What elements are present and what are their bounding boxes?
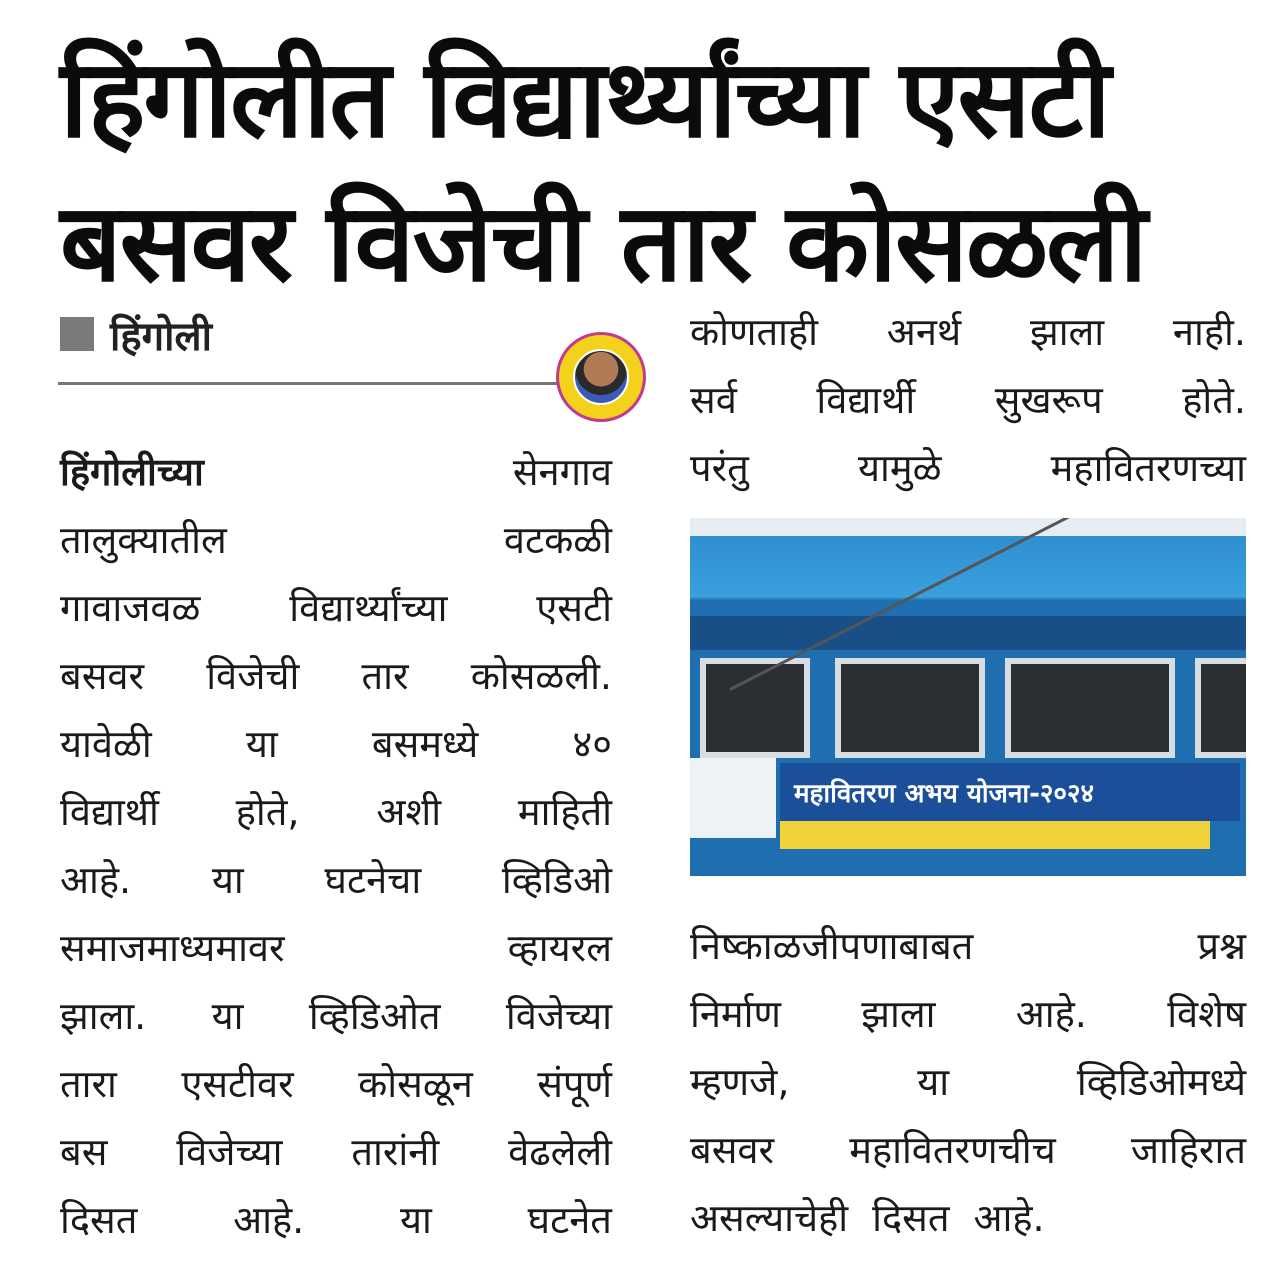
word: समाजमाध्यमावर	[60, 926, 285, 970]
word: व्हिडिओ	[501, 858, 612, 902]
text-line	[690, 298, 1246, 366]
word: विद्यार्थ्यांच्या	[289, 586, 448, 630]
word: प्रश्न	[1197, 924, 1246, 968]
word: होते.	[1182, 378, 1246, 422]
word: सेनगाव	[512, 450, 612, 494]
word: घटनेचा	[324, 858, 422, 902]
text-line	[60, 846, 612, 914]
text-line	[690, 912, 1246, 980]
word: आहे.	[1015, 992, 1087, 1036]
dateline-rule	[58, 382, 614, 385]
word: विद्यार्थी	[60, 790, 159, 834]
text-line	[60, 914, 612, 982]
text-line	[690, 1184, 1246, 1252]
word: झाला	[1029, 310, 1105, 354]
word: झाला	[861, 992, 936, 1036]
word: तार	[361, 654, 409, 698]
word: विशेष	[1167, 992, 1246, 1036]
text-line	[60, 1186, 612, 1254]
word: अशी	[376, 790, 442, 834]
text-line	[60, 710, 612, 778]
word: संपूर्ण	[537, 1062, 612, 1106]
bus-window	[1005, 658, 1175, 758]
word: या	[211, 994, 244, 1038]
word: सर्व	[690, 378, 737, 422]
word: असल्याचेही	[690, 1196, 849, 1240]
word: परंतु	[690, 446, 749, 490]
word: नाही.	[1172, 310, 1246, 354]
right-column-top	[690, 298, 1246, 502]
bus-yellow-strip	[780, 821, 1210, 849]
left-column	[60, 438, 612, 1254]
word: आहे.	[973, 1196, 1045, 1240]
text-line	[60, 438, 612, 506]
word: व्हायरल	[507, 926, 612, 970]
word: दिसत	[60, 1198, 138, 1242]
word: महावितरणच्या	[1050, 446, 1246, 490]
text-line	[60, 506, 612, 574]
author-badge-avatar	[556, 332, 646, 422]
right-column-bottom	[690, 912, 1246, 1252]
word: बस	[60, 1130, 108, 1174]
word: या	[399, 1198, 432, 1242]
word: यामुळे	[857, 446, 942, 490]
bus-window	[835, 658, 985, 758]
word: व्हिडिओमध्ये	[1076, 1060, 1246, 1104]
word: म्हणजे,	[690, 1060, 790, 1104]
text-line	[690, 366, 1246, 434]
word: झाला.	[60, 994, 147, 1038]
word: महावितरणचीच	[849, 1128, 1056, 1172]
bus-advert-board: महावितरण अभय योजना-२०२४	[780, 763, 1240, 821]
word: कोसळली.	[470, 654, 612, 698]
word: तारांनी	[351, 1130, 440, 1174]
text-line	[60, 574, 612, 642]
word: वेढलेली	[508, 1130, 612, 1174]
word: अनर्थ	[886, 310, 962, 354]
word: निष्काळजीपणाबाबत	[690, 924, 974, 968]
word: तारा	[60, 1062, 117, 1106]
word: या	[917, 1060, 950, 1104]
word: या	[245, 722, 278, 766]
dateline-place: हिंगोली	[110, 313, 212, 360]
word: दिसत	[872, 1196, 950, 1240]
word: कोसळून	[358, 1062, 473, 1106]
text-line	[690, 434, 1246, 502]
word: माहिती	[517, 790, 612, 834]
word: एसटी	[536, 586, 612, 630]
word: घटनेत	[527, 1198, 612, 1242]
text-line	[690, 1048, 1246, 1116]
word: विजेची	[206, 654, 300, 698]
bus-window	[700, 658, 810, 758]
word: बसमध्ये	[371, 722, 479, 766]
word: आहे.	[60, 858, 132, 902]
text-line	[60, 1118, 612, 1186]
word: हिंगोलीच्या	[60, 450, 204, 494]
dateline-square-icon	[60, 317, 94, 351]
word: जाहिरात	[1130, 1128, 1246, 1172]
word: बसवर	[60, 654, 145, 698]
bus-window	[1195, 658, 1246, 758]
word: विजेच्या	[505, 994, 612, 1038]
word: वटकळी	[503, 518, 612, 562]
headline-line-2: बसवर विजेची तार कोसळली	[60, 181, 1146, 306]
word: होते,	[235, 790, 300, 834]
word: या	[211, 858, 244, 902]
bus-roof-band	[690, 616, 1246, 650]
word: गावाजवळ	[60, 586, 201, 630]
dateline	[60, 310, 212, 358]
word: सुखरूप	[994, 378, 1103, 422]
text-line	[60, 642, 612, 710]
word: विजेच्या	[176, 1130, 283, 1174]
news-photo-bus	[690, 518, 1246, 876]
word: निर्माण	[690, 992, 781, 1036]
word: तालुक्यातील	[60, 518, 227, 562]
word: आहे.	[233, 1198, 305, 1242]
word: एसटीवर	[181, 1062, 294, 1106]
headline-line-1: हिंगोलीत विद्यार्थ्यांच्या एसटी	[60, 37, 1109, 162]
word: व्हिडिओत	[308, 994, 441, 1038]
word: यावेळी	[60, 722, 152, 766]
word: बसवर	[690, 1128, 775, 1172]
text-line	[60, 1050, 612, 1118]
bus-logo-panel	[690, 758, 776, 838]
avatar-face-icon	[573, 349, 629, 405]
text-line	[60, 778, 612, 846]
word: कोणताही	[690, 310, 819, 354]
text-line	[690, 1116, 1246, 1184]
word: विद्यार्थी	[816, 378, 916, 422]
text-line	[60, 982, 612, 1050]
headline	[60, 28, 1230, 316]
text-line	[690, 980, 1246, 1048]
word: ४०	[572, 722, 612, 766]
